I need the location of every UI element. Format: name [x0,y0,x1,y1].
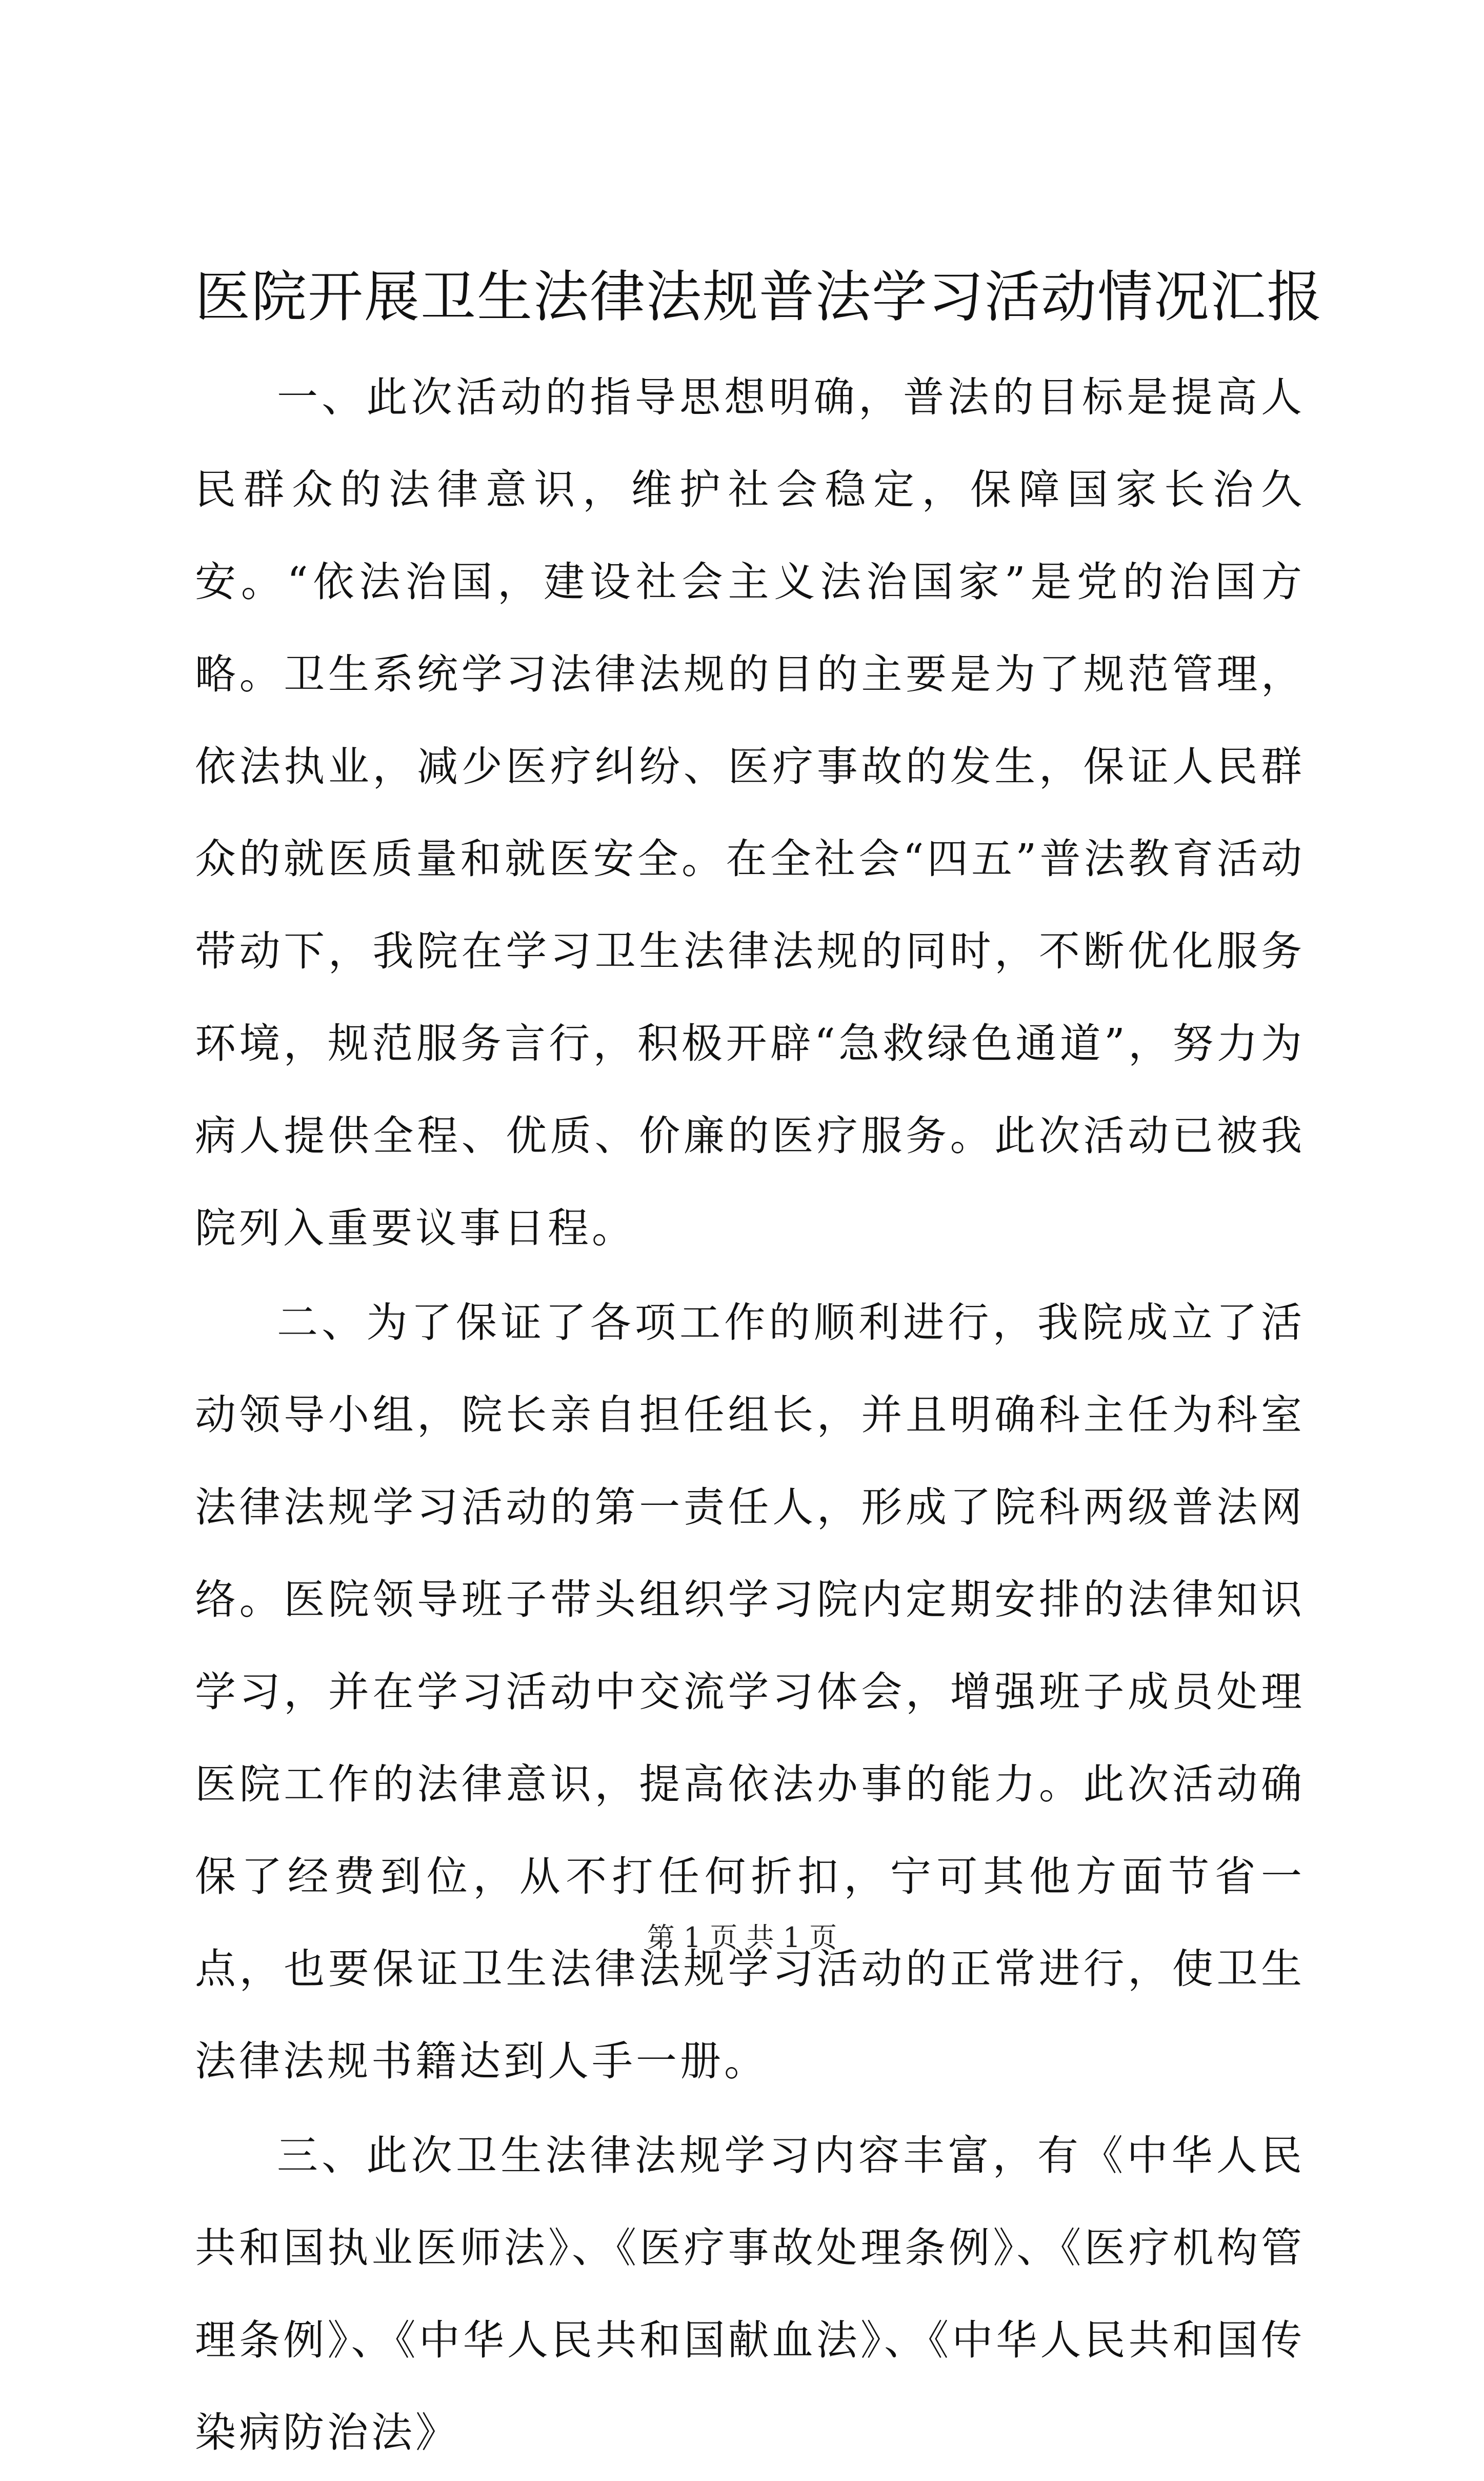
paragraph-2: 二、为了保证了各项工作的顺利进行，我院成立了活动领导小组，院长亲自担任组长，并且明确科主任为科室法律法规学习活动的第一责任人，形成了院科两级普法网络。医院领导班子带头组织学习院内定期安排的法律知识学习，并在学习活动中交流学习体会，增强班子成员处理医院工作的法律意识，提高依法办事的能力。此次活动确保了经费到位，从不打任何折扣，宁可其他方面节省一点，也要保证卫生法律法规学习活动的正常进行，使卫生法律法规书籍达到人手一册。 [195,1299,1305,2085]
document-title: 医院开展卫生法律法规普法学习活动情况汇报 [195,265,1323,329]
page-footer: 第 1 页 共 1 页 [647,1921,837,1954]
document-body [195,351,1305,2481]
paragraph-1: 一、此次活动的指导思想明确，普法的目标是提高人民群众的法律意识，维护社会稳定，保障国家长治久安。“依法治国，建设社会主义法治国家”是党的治国方略。卫生系统学习法律法规的目的主要是为了规范管理，依法执业，减少医疗纠纷、医疗事故的发生，保证人民群众的就医质量和就医安全。在全社会“四五”普法教育活动带动下，我院在学习卫生法律法规的同时，不断优化服务环境，规范服务言行，积极开辟“急救绿色通道”，努力为病人提供全程、优质、价廉的医疗服务。此次活动已被我院列入重要议事日程。 [195,373,1305,1252]
paragraph-3: 三、此次卫生法律法规学习内容丰富，有《中华人民共和国执业医师法》、《医疗事故处理条例》、《医疗机构管理条例》、《中华人民共和国献血法》、《中华人民共和国传染病防治法》 [195,2132,1305,2456]
